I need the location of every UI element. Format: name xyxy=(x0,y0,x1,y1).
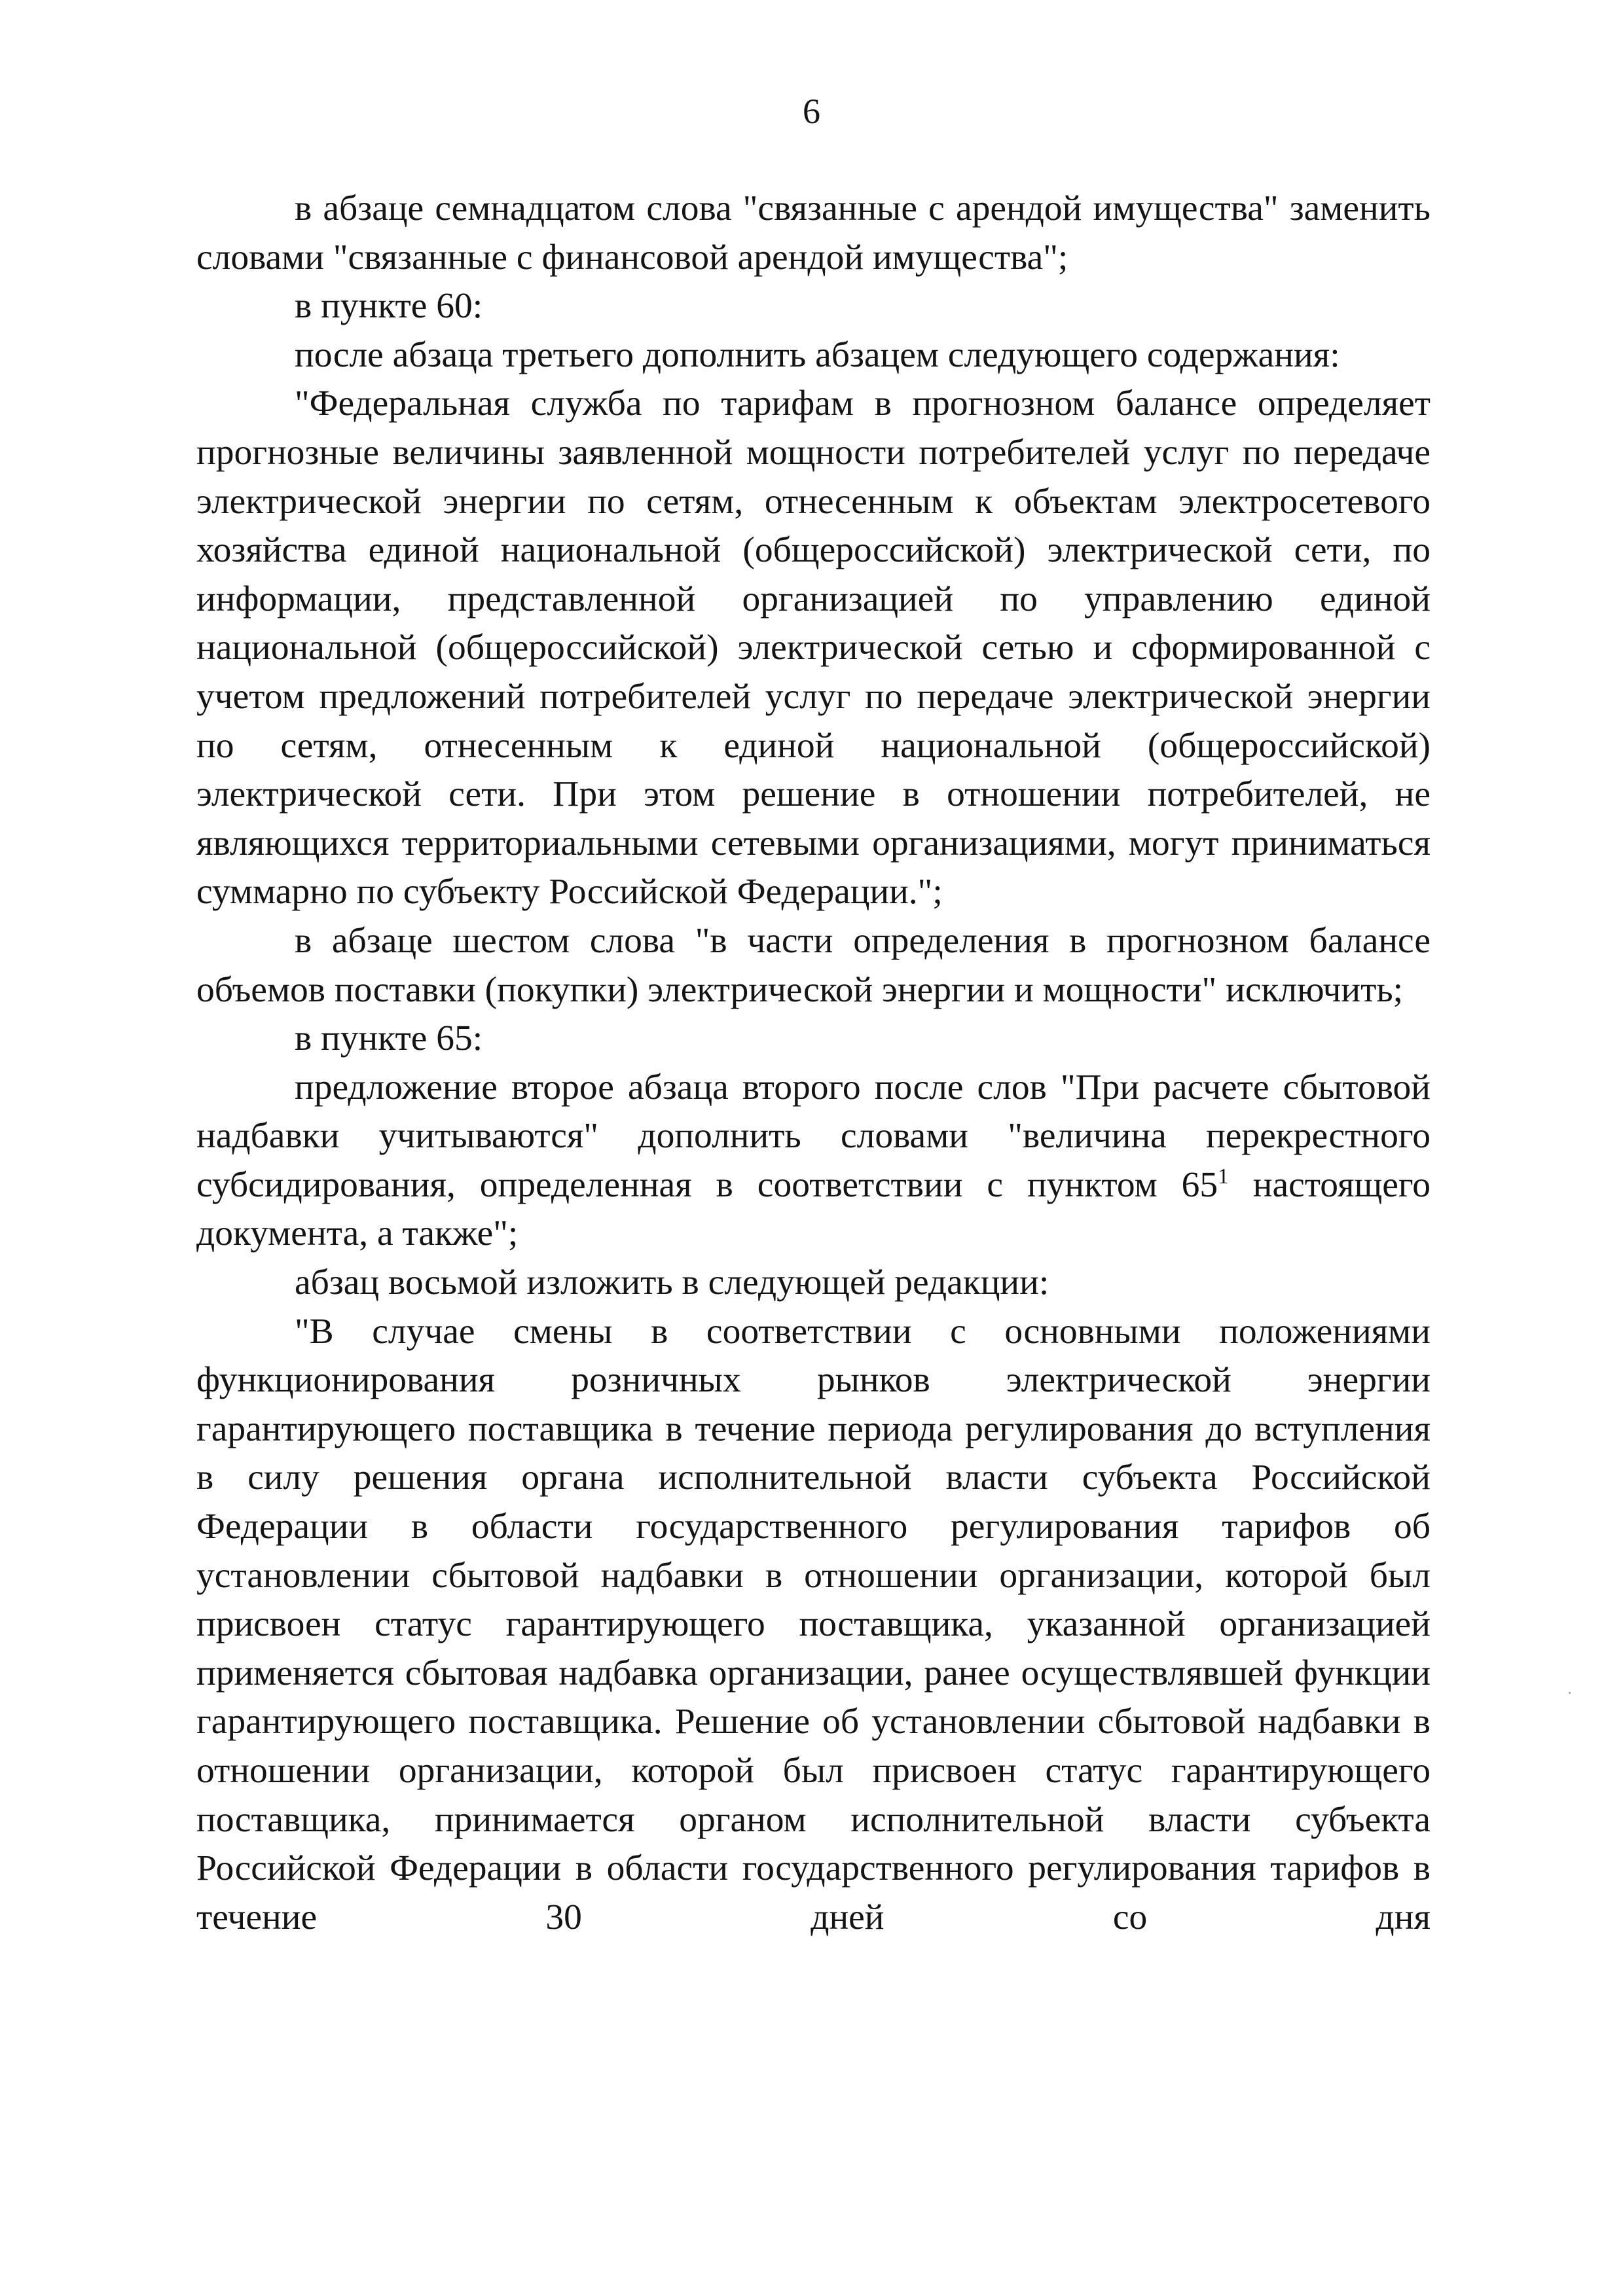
paragraph-abzac-8: абзац восьмой изложить в следующей редакции: xyxy=(295,1263,1049,1303)
paragraph-quote-fst: "Федеральная служба по тарифам в прогнозном балансе определяет прогнозные величины заявленной мощности потребителей услуг по передаче электрической энергии по сетям, отнесенным к объектам электросетевого хозяйства единой национальной (общероссийской) электрической сети, по информации, представленной организацией по управлению единой национальной (общероссийской) электрической сетью и сформированной с учетом предложений потребителей услуг по передаче электрической энергии по сетям, отнесенным к единой национальной (общероссийской) электрической сети. При этом решение в отношении потребителей, не являющихся территориальными сетевыми организациями, могут приниматься суммарно по субъекту Российской Федерации."; xyxy=(196,384,1431,912)
scan-speck xyxy=(1569,1692,1571,1694)
paragraph-predlozhenie-vtoroe xyxy=(196,1064,1431,1259)
paragraph-abzac-6: в абзаце шестом слова "в части определения в прогнозном балансе объемов поставки (покупки) электрической энергии и мощности" исключить; xyxy=(196,920,1431,1010)
paragraph-predlozhenie-text: предложение второе абзаца второго после слов "При расчете сбытовой надбавки учитываются" дополнить словами "величина перекрестного субсидирования, определенная в соответствии с пунктом 65 xyxy=(196,1067,1431,1205)
page-number: 6 xyxy=(803,92,820,131)
document-body xyxy=(196,185,1431,1942)
paragraph-predlozhenie-tail: настоящего документа, а также"; xyxy=(196,1164,1431,1254)
paragraph-punkt-65: в пункте 65: xyxy=(295,1018,483,1059)
superscript-1: 1 xyxy=(1218,1164,1229,1189)
paragraph-punkt-60: в пункте 60: xyxy=(295,286,483,327)
paragraph-abzac-17: в абзаце семнадцатом слова "связанные с арендой имущества" заменить словами "связанные с финансовой арендой имущества"; xyxy=(196,188,1431,278)
paragraph-quote-smena-gp: "В случае смены в соответствии с основными положениями функционирования розничных рынков электрической энергии гарантирующего поставщика в течение периода регулирования до вступления в силу решения органа исполнительной власти субъекта Российской Федерации в области государственного регулирования тарифов об установлении сбытовой надбавки в отношении организации, которой был присвоен статус гарантирующего поставщика, указанной организацией применяется сбытовая надбавка организации, ранее осуществлявшей функции гарантирующего поставщика. Решение об установлении сбытовой надбавки в отношении организации, которой был присвоен статус гарантирующего поставщика, принимается органом исполнительной власти субъекта Российской Федерации в области государственного регулирования тарифов в течение 30 дней со дня xyxy=(196,1311,1431,1937)
paragraph-posle-abzaca-tretego: после абзаца третьего дополнить абзацем следующего содержания: xyxy=(295,334,1340,375)
